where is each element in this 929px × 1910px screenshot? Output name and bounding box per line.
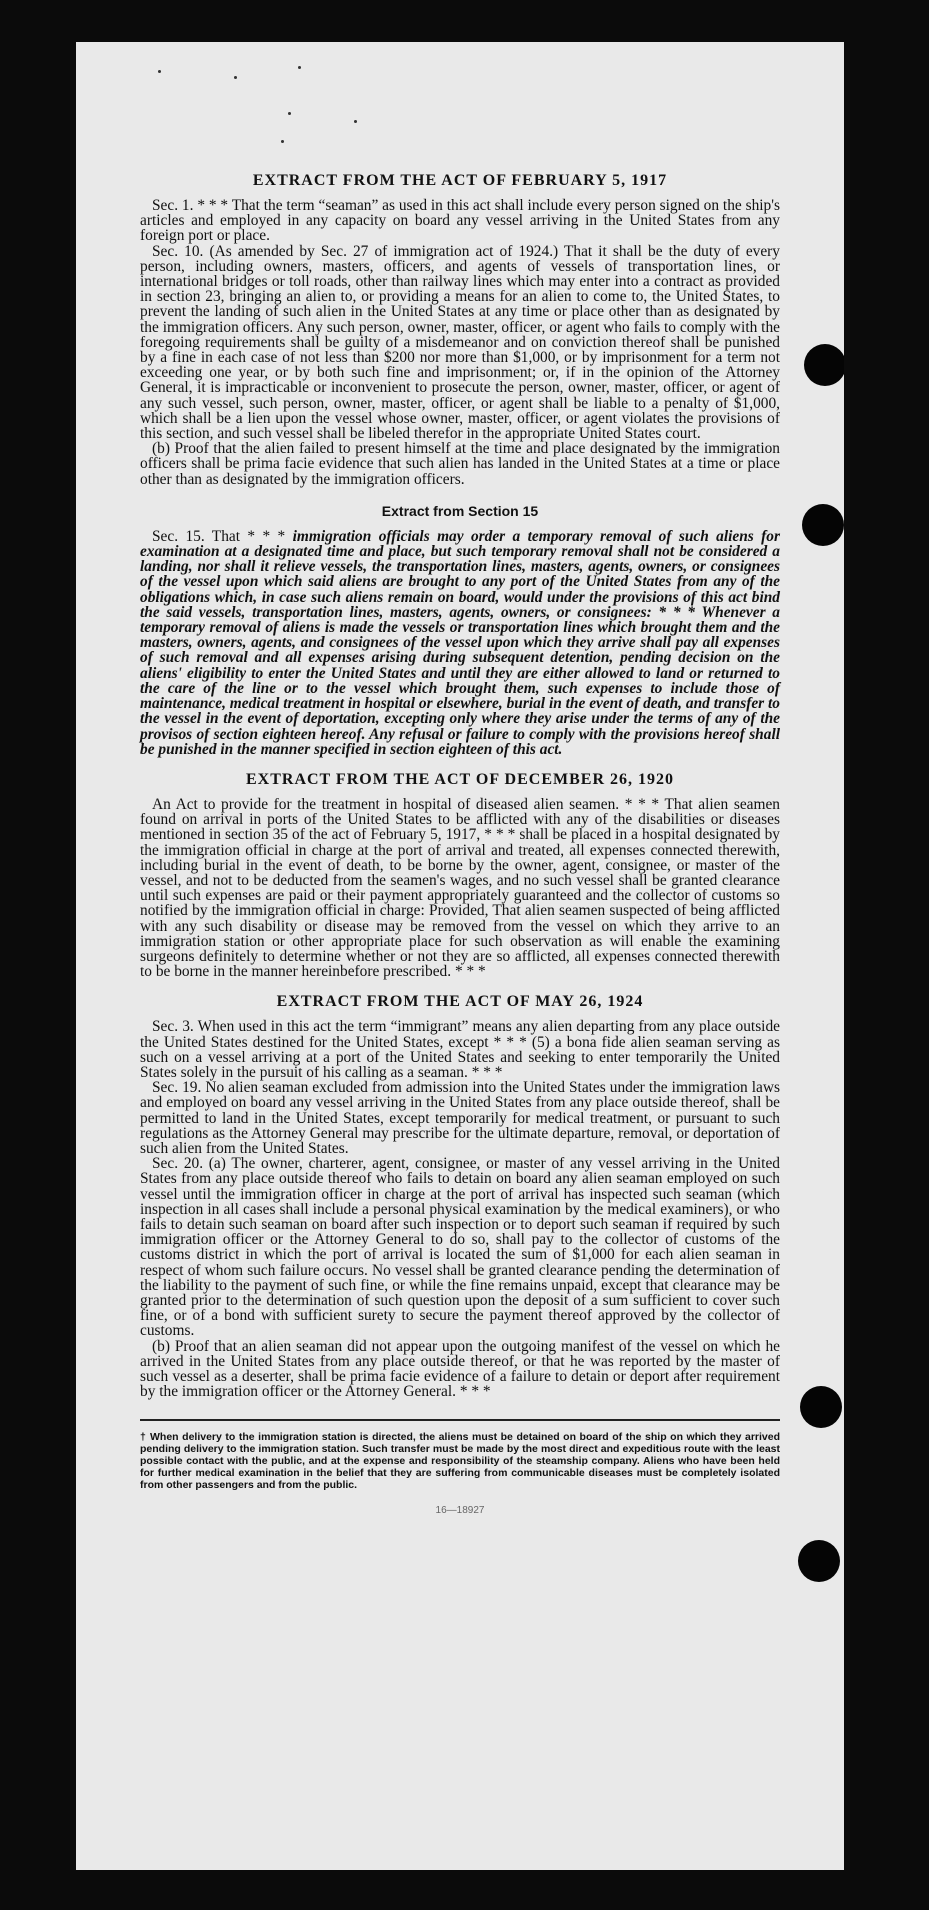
speck <box>354 120 357 123</box>
footnote-divider <box>140 1419 780 1421</box>
act-feb-1917-heading: EXTRACT FROM THE ACT OF FEBRUARY 5, 1917 <box>252 172 668 189</box>
section-15-paragraph <box>140 529 780 757</box>
speck <box>298 66 301 69</box>
section-10b-paragraph: (b) Proof that the alien failed to present himself at the time and place designated by the immigration officers shall be prima facie evidence that such alien has landed in the United States at a time or place other than as designated by the immigration officers. <box>140 440 780 488</box>
section-3-paragraph: Sec. 3. When used in this act the term “immigrant” means any alien departing from any place outside the United States destined for the United States, except * * * (5) a bona fide alien seaman serving as such on a vessel arriving at a port of the United States and seeking to enter temporarily the United States solely in the pursuit of his calling as a seaman. * * * <box>140 1018 780 1081</box>
act-dec-1920-paragraph: An Act to provide for the treatment in hospital of diseased alien seamen. * * * That alien seamen found on arrival in ports of the United States to be afflicted with any of the disabilities or diseases mentioned in section 35 of the act of February 5, 1917, * * * shall be placed in a hospital designated by the immigration official in charge at the port of arrival and treated, all expenses connected therewith, including burial in the event of death, to be borne by the owner, agent, consignee, or master of the vessel, and not to be deducted from the seamen's wages, and no such vessel shall be granted clearance until such expenses are paid or their payment appropriately guaranteed and the collector of customs so notified by the immigration official in charge: Provided, That alien seamen suspected of being afflicted with any such disability or disease may be removed from the vessel on which they arrive to an immigration station or other appropriate place for such observation as will enable the examining surgeons definitely to determine whether or not they are so afflicted, all expenses connected therewith to be borne in the manner hereinbefore prescribed. * * * <box>140 795 780 981</box>
speck <box>234 76 237 79</box>
speck <box>158 70 161 73</box>
section-20b-paragraph: (b) Proof that an alien seaman did not appear upon the outgoing manifest of the vessel on which he arrived in the United States from any place outside thereof, or that he was reported by the master of such vessel as a deserter, shall be prima facie evidence of a failure to detain or deport after requirement by the immigration officer or the Attorney General. * * * <box>140 1337 780 1401</box>
speck <box>288 112 291 115</box>
punch-hole <box>800 1386 842 1428</box>
section-10-paragraph: Sec. 10. (As amended by Sec. 27 of immigration act of 1924.) That it shall be the duty of every person, including owners, masters, officers, and agents of vessels of transportation lines, or international bridges or toll roads, other than railway lines which may enter into a contract as provided in section 23, bringing an alien to, or providing a means for an alien to come to, the United States, to prevent the landing of such alien in the United States at any time or place other than as designated by the immigration officers. Any such person, owner, master, officer, or agent who fails to comply with the foregoing requirements shall be guilty of a misdemeanor and on conviction thereof shall be punished by a fine in each case of not less than $200 nor more than $1,000, or by imprisonment for a term not exceeding one year, or by both such fine and imprisonment; or, if in the opinion of the Attorney General, it is impracticable or inconvenient to prosecute the person, owner, master, officer, or agent of any such vessel, such person, owner, master, officer, or agent shall be liable to a penalty of $1,000, which shall be a lien upon the vessel whose owner, master, officer, or agent violates the provisions of this section, and such vessel shall be libeled therefor in the appropriate United States court. <box>140 242 780 443</box>
section-15-heading: Extract from Section 15 <box>381 502 539 519</box>
punch-hole <box>798 1540 840 1582</box>
page-number: 16—18927 <box>435 1505 485 1517</box>
section-15-text: immigration officials may order a temporary removal of such aliens for examination at a designated time and place, but such temporary removal shall not be considered a landing, nor shall it relieve vessels, the transportation lines, masters, agents, owners, or consignees of the vessel upon which said aliens are brought to any port of the United States from any of the obligations which, in case such aliens remain on board, would under the provisions of this act bind the said vessels, transportation lines, masters, agents, owners, or consignees: * * * Whenever a temporary removal of aliens is made the vessels or transportation lines which brought them and the masters, owners, agents, and consignees of the vessel upon which they arrive shall pay all expenses of such removal and all expenses arising during subsequent detention, pending decision on the aliens' eligibility to enter the United States and until they are either allowed to land or returned to the care of the line or to the vessel which brought them, such expenses to include those of maintenance, medical treatment in hospital or elsewhere, burial in the event of death, and transfer to the vessel in the event of deportation, excepting only where they arise under the terms of any of the provisos of section eighteen hereof. Any refusal or failure to comply with the provisions hereof shall be punished in the manner specified in section eighteen of this act. <box>140 527 780 758</box>
section-19-paragraph: Sec. 19. No alien seaman excluded from admission into the United States under the immigration laws and employed on board any vessel arriving in the United States from any place outside thereof, shall be permitted to land in the United States, except temporarily for medical treatment, or pursuant to such regulations as the Attorney General may prescribe for the ultimate departure, removal, or deportation of such alien from the United States. <box>140 1079 780 1157</box>
document-body <box>140 172 780 1516</box>
footnote: † When delivery to the immigration station is directed, the aliens must be detained on board of the ship on which they arrived pending delivery to the immigration station. Such transfer must be made by the most direct and expeditious route with the least possible contact with the public, and at the expense and responsibility of the steamship company. Aliens who have been held for further medical examination in the belief that they are suffering from communicable diseases must be completely isolated from other passengers and from the public. <box>140 1431 780 1492</box>
speck <box>281 140 284 143</box>
section-1-paragraph: Sec. 1. * * * That the term “seaman” as used in this act shall include every person signed on the ship's articles and employed in any capacity on board any vessel arriving in the United States from any foreign port or place. <box>140 197 780 245</box>
document-page <box>76 42 844 1870</box>
act-may-1924-heading: EXTRACT FROM THE ACT OF MAY 26, 1924 <box>276 993 644 1011</box>
punch-hole <box>802 504 844 546</box>
act-dec-1920-heading: EXTRACT FROM THE ACT OF DECEMBER 26, 1920 <box>245 770 674 788</box>
section-20-paragraph: Sec. 20. (a) The owner, charterer, agent, consignee, or master of any vessel arriving in the United States from any place outside thereof who fails to detain on board any alien seaman employed on such vessel until the immigration officer in charge at the port of arrival has inspected such seaman (which inspection in all cases shall include a personal physical examination by the medical examiners), or who fails to detain such seaman on board after such inspection or to deport such seaman if required by such immigration officer or the Attorney General to do so, shall pay to the collector of customs of the customs district in which the port of arrival is located the sum of $1,000 for each alien seaman in respect of whom such failure occurs. No vessel shall be granted clearance pending the determination of the liability to the payment of such fine, or while the fine remains unpaid, except that clearance may be granted prior to the determination of such question upon the deposit of a sum sufficient to cover such fine, or of a bond with sufficient surety to secure the payment thereof approved by the collector of customs. <box>140 1155 780 1340</box>
section-15-lead: Sec. 15. That * * * <box>152 527 286 545</box>
punch-hole <box>804 344 844 386</box>
